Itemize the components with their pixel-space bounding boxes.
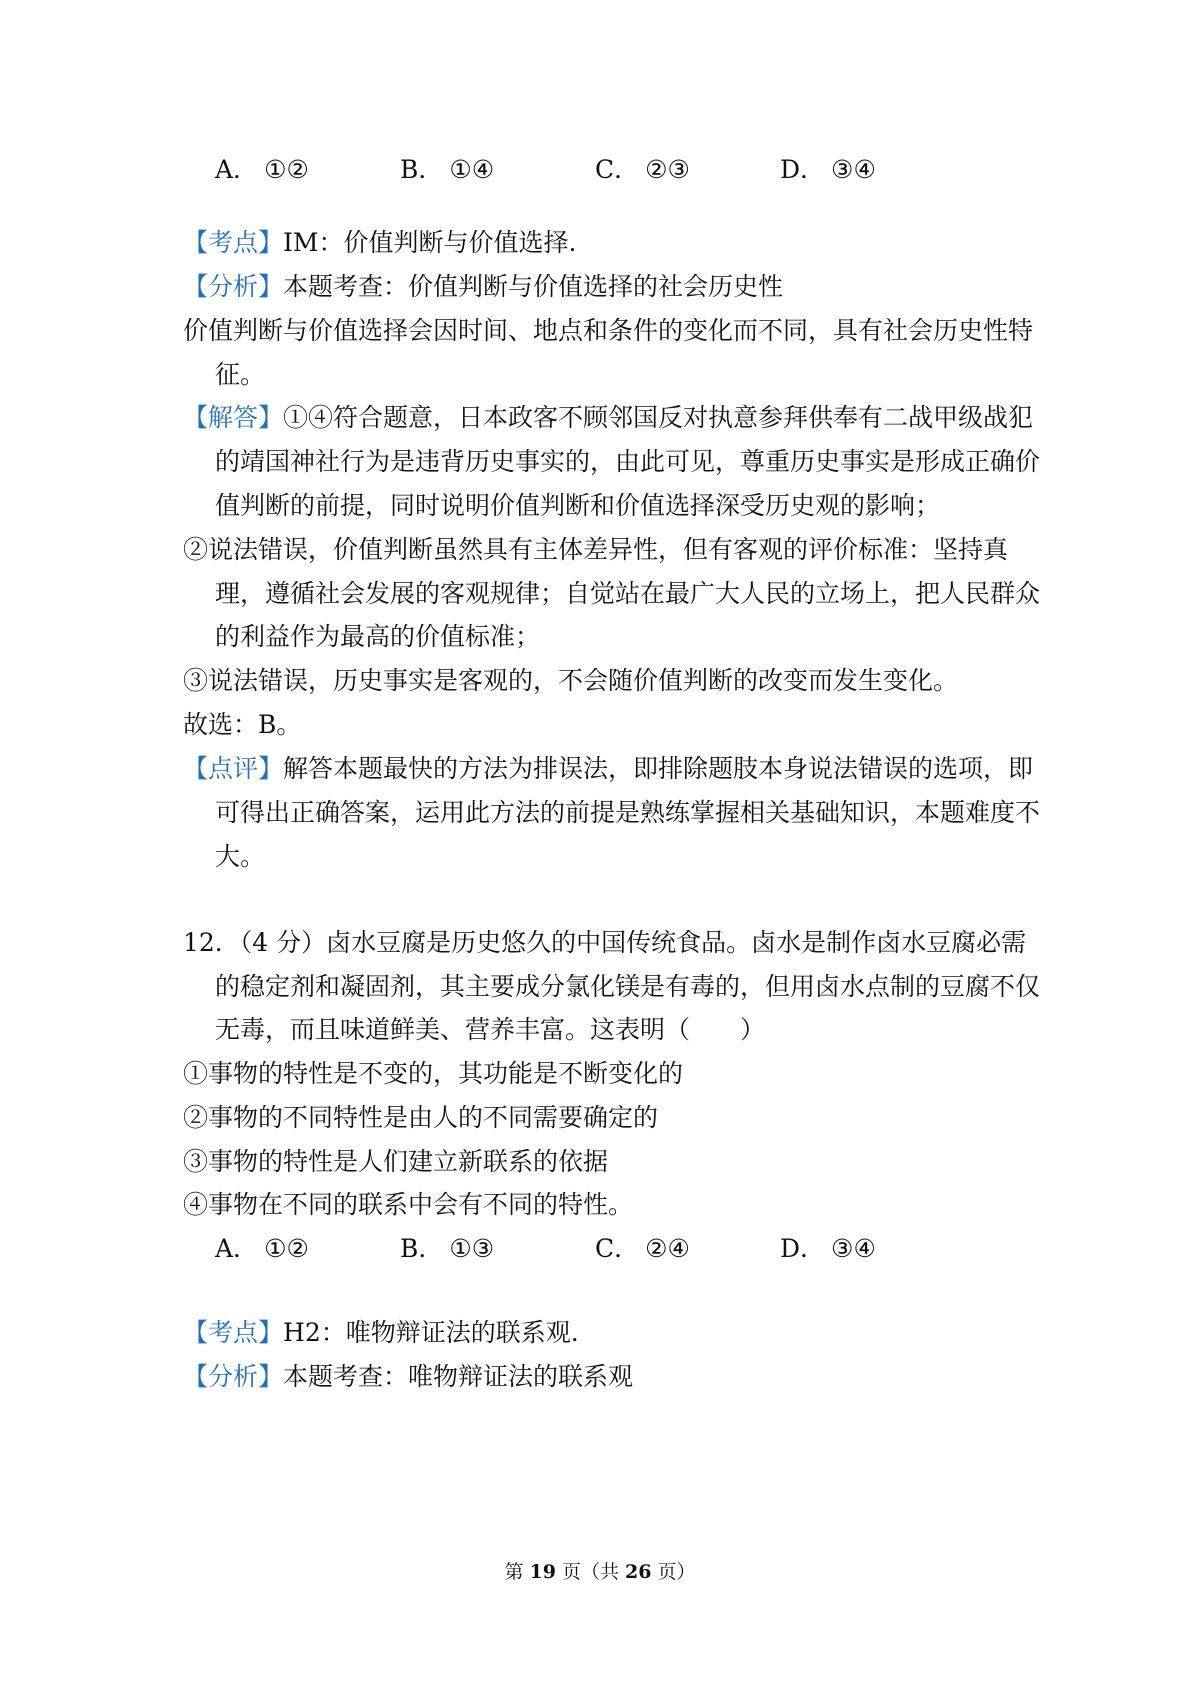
q11-option-d[interactable] [780, 155, 876, 185]
q12-option-a[interactable] [215, 1234, 309, 1264]
q11-jieda-line2: 的靖国神社行为是违背历史事实的，由此可见，尊重历史事实是形成正确价 [215, 447, 1041, 476]
dianping-tag: 【点评】 [183, 754, 284, 783]
q12-option-b[interactable] [400, 1234, 494, 1264]
q11-fenxi-line3: 征。 [215, 360, 266, 389]
option-value: ①③ [449, 1234, 495, 1263]
option-value: ②④ [645, 1234, 690, 1263]
current-page-number: 19 [529, 1561, 556, 1583]
option-label: A． [215, 1234, 259, 1263]
fenxi-text: 本题考查：价值判断与价值选择的社会历史性 [283, 272, 784, 301]
option-value: ①② [264, 1234, 309, 1263]
q11-item2-line1: ②说法错误，价值判断虽然具有主体差异性，但有客观的评价标准：坚持真 [183, 535, 1009, 564]
fenxi-tag: 【分析】 [183, 1362, 284, 1391]
q11-kaodian [183, 228, 1033, 258]
option-label: A． [215, 155, 259, 184]
option-label: D． [780, 155, 826, 184]
total-page-number: 26 [625, 1561, 652, 1583]
q12-option-d[interactable] [780, 1234, 876, 1264]
option-value: ①② [264, 155, 309, 184]
q11-item2-line2: 理，遵循社会发展的客观规律；自觉站在最广大人民的立场上，把人民群众 [215, 579, 1041, 608]
q12-statement-2: ②事物的不同特性是由人的不同需要确定的 [183, 1103, 659, 1132]
q11-dianping [183, 754, 1033, 784]
q12-statement-3: ③事物的特性是人们建立新联系的依据 [183, 1147, 609, 1176]
option-label: B． [400, 1234, 444, 1263]
option-label: C． [595, 155, 640, 184]
footer-middle: 页（共 [555, 1561, 626, 1583]
q12-stem-line3: 无毒，而且味道鲜美、营养丰富。这表明（ ） [215, 1015, 766, 1044]
option-label: D． [780, 1234, 826, 1263]
fenxi-text: 本题考查：唯物辩证法的联系观 [283, 1362, 634, 1391]
kaodian-tag: 【考点】 [183, 1318, 284, 1347]
q12-statement-1: ①事物的特性是不变的，其功能是不断变化的 [183, 1059, 684, 1088]
footer-prefix: 第 [504, 1561, 530, 1583]
option-label: B． [400, 155, 444, 184]
q11-option-b[interactable] [400, 155, 494, 185]
q11-answer: 故选：B。 [183, 710, 302, 739]
jieda-text: ①④符合题意，日本政客不顾邻国反对执意参拜供奉有二战甲级战犯 [283, 403, 1034, 432]
jieda-tag: 【解答】 [183, 403, 284, 432]
option-value: ③④ [831, 1234, 876, 1263]
q11-item3: ③说法错误，历史事实是客观的，不会随价值判断的改变而发生变化。 [183, 666, 959, 695]
footer-suffix: 页） [651, 1561, 696, 1583]
q12-stem-line1: 12．（4 分）卤水豆腐是历史悠久的中国传统食品。卤水是制作卤水豆腐必需 [183, 928, 1027, 957]
q11-dianping-line3: 大。 [215, 842, 266, 871]
q11-jieda [183, 403, 1033, 433]
option-label: C． [595, 1234, 640, 1263]
kaodian-text: H2：唯物辩证法的联系观. [283, 1318, 579, 1347]
q11-item2-line3: 的利益作为最高的价值标准； [215, 622, 541, 651]
q12-fenxi [183, 1362, 1033, 1392]
q11-fenxi [183, 272, 1033, 302]
q12-stem-line2: 的稳定剂和凝固剂，其主要成分氯化镁是有毒的，但用卤水点制的豆腐不仅 [215, 972, 1041, 1001]
q12-option-c[interactable] [595, 1234, 690, 1264]
q12-statement-4: ④事物在不同的联系中会有不同的特性。 [183, 1190, 634, 1219]
q11-dianping-line2: 可得出正确答案，运用此方法的前提是熟练掌握相关基础知识，本题难度不 [215, 798, 1041, 827]
q11-option-a[interactable] [215, 155, 309, 185]
q11-option-c[interactable] [595, 155, 690, 185]
q11-fenxi-line2: 价值判断与价值选择会因时间、地点和条件的变化而不同，具有社会历史性特 [183, 316, 1034, 345]
option-value: ①④ [449, 155, 495, 184]
kaodian-tag: 【考点】 [183, 228, 284, 257]
dianping-text: 解答本题最快的方法为排误法，即排除题肢本身说法错误的选项，即 [283, 754, 1034, 783]
q11-jieda-line3: 值判断的前提，同时说明价值判断和价值选择深受历史观的影响； [215, 491, 941, 520]
option-value: ②③ [645, 155, 690, 184]
fenxi-tag: 【分析】 [183, 272, 284, 301]
page-footer [0, 1560, 1200, 1584]
kaodian-text: IM：价值判断与价值选择. [283, 228, 577, 257]
q12-kaodian [183, 1318, 1033, 1348]
option-value: ③④ [831, 155, 876, 184]
